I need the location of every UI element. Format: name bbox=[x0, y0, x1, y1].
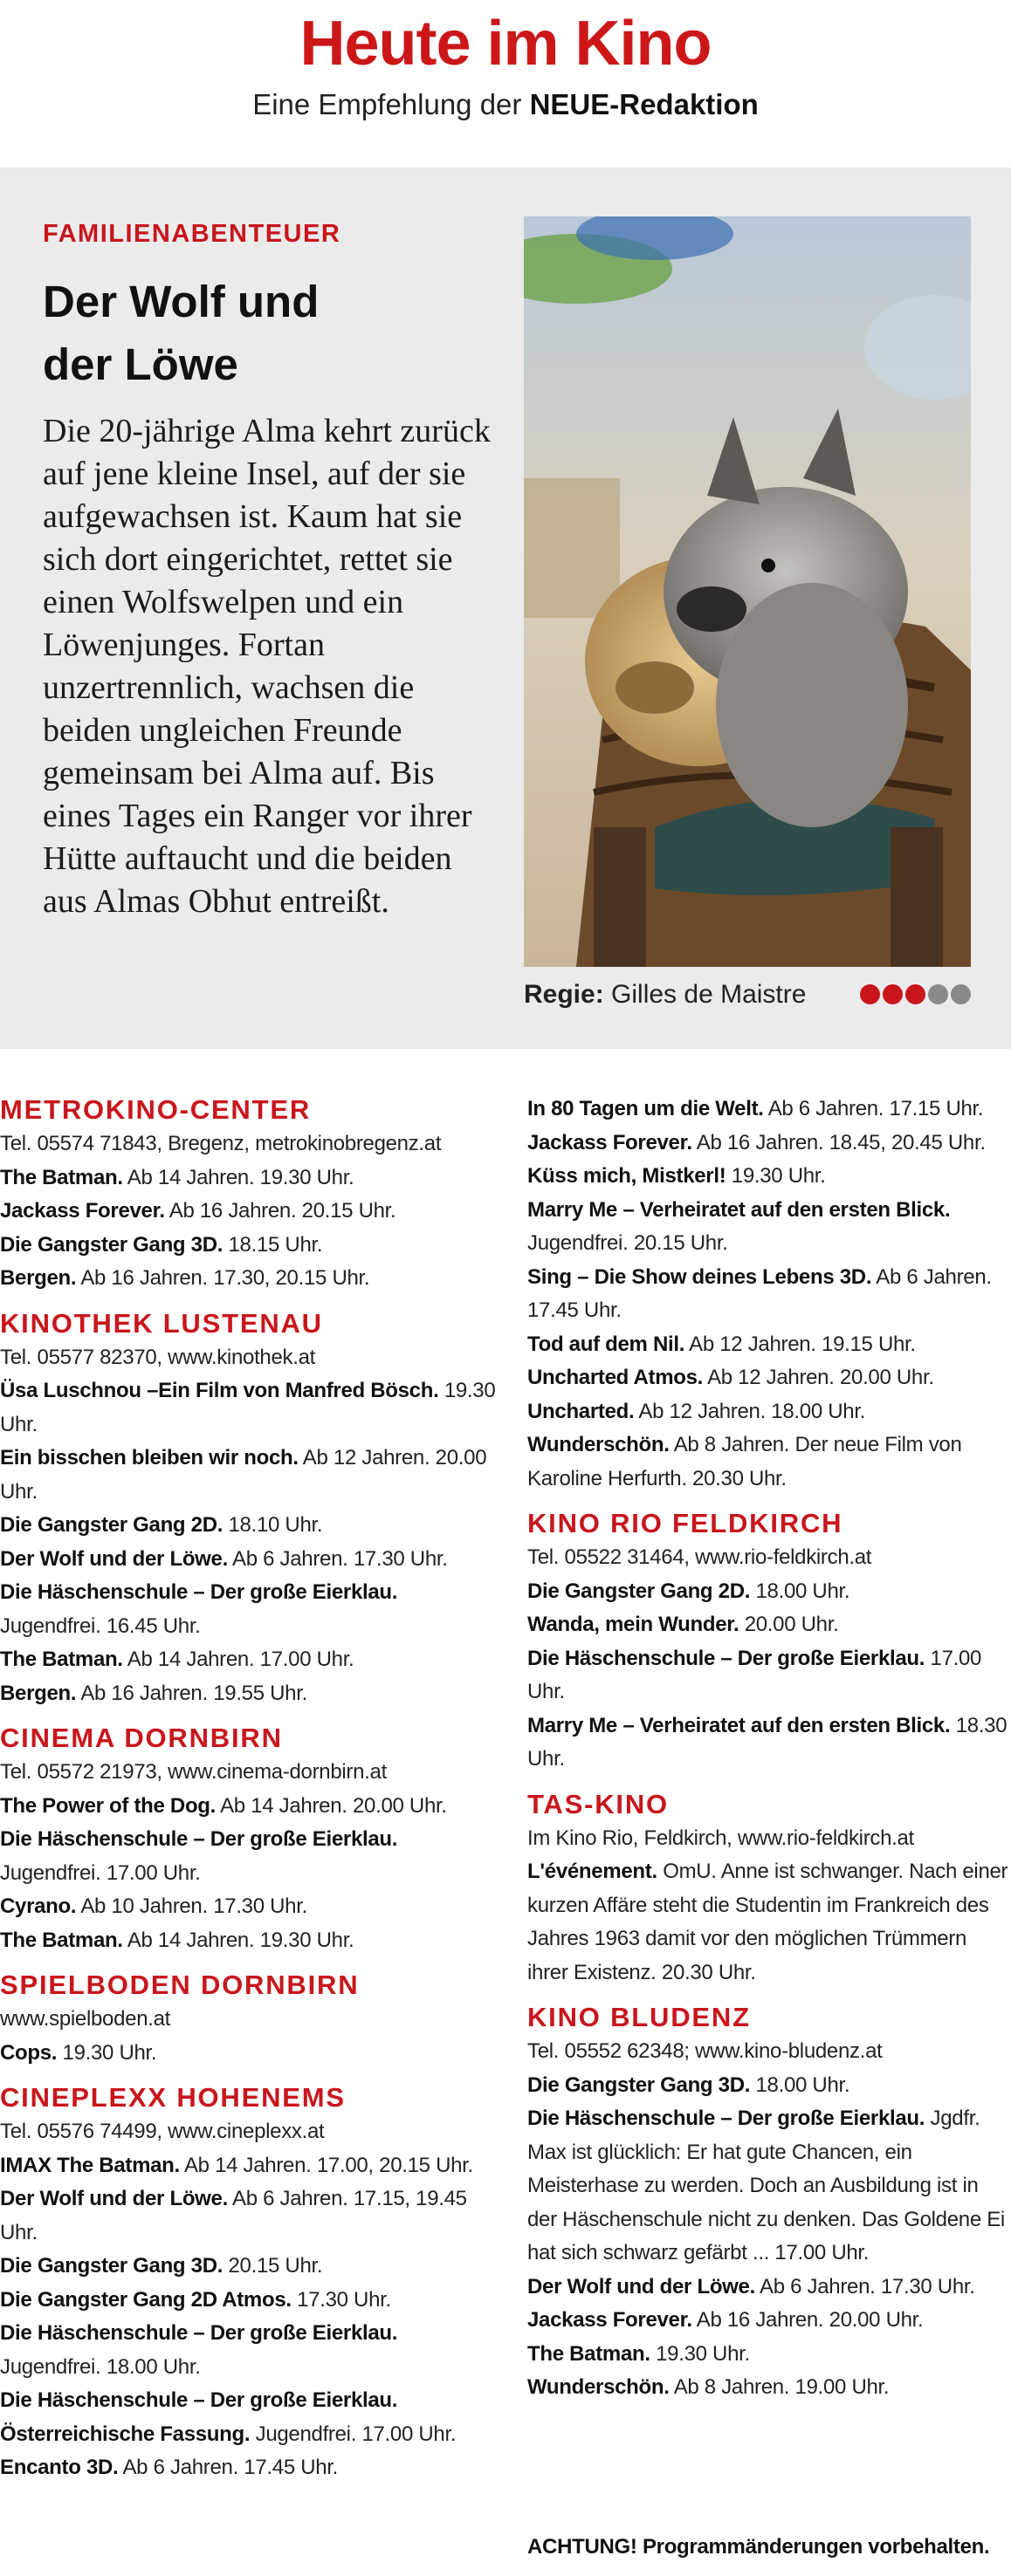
film-title: Die Häschenschule – Der große Eierklau. bbox=[0, 2321, 398, 2345]
film-title: Küss mich, Mistkerl! bbox=[527, 1164, 726, 1188]
film-details: Ab 12 Jahren. 20.00 Uhr. bbox=[707, 1366, 934, 1389]
film-details: Jugendfrei. 17.00 Uhr. bbox=[0, 1860, 201, 1885]
film-details: 20.00 Uhr. bbox=[744, 1613, 839, 1636]
film-details: 19.30 Uhr. bbox=[731, 1164, 826, 1188]
film-details: Ab 14 Jahren. 17.00 Uhr. bbox=[127, 1648, 354, 1671]
page-header bbox=[0, 0, 1011, 168]
subtitle-brand: NEUE-Redaktion bbox=[529, 88, 759, 120]
film-title: IMAX The Batman. bbox=[0, 2153, 180, 2177]
rating-dot-filled bbox=[905, 984, 925, 1004]
rating-dot-empty bbox=[928, 984, 948, 1004]
film-title: Die Gangster Gang 3D. bbox=[0, 1232, 224, 1257]
cinema-name: KINOTHEK LUSTENAU bbox=[0, 1307, 323, 1339]
film-title: Encanto 3D. bbox=[0, 2456, 119, 2479]
cinema-name: CINEPLEXX HOHENEMS bbox=[0, 2082, 346, 2113]
film-entry bbox=[527, 1855, 1011, 1990]
film-details: Ab 16 Jahren. 20.15 Uhr. bbox=[168, 1199, 396, 1223]
film-entry bbox=[0, 2250, 502, 2284]
film-details: 19.30 Uhr. bbox=[0, 1379, 496, 1436]
cinema-column-right bbox=[527, 1093, 1011, 2415]
film-entry bbox=[0, 1677, 502, 1711]
film-details: Ab 16 Jahren. 20.00 Uhr. bbox=[696, 2308, 924, 2332]
film-entry bbox=[527, 1642, 1011, 1709]
film-title: Uncharted Atmos. bbox=[527, 1366, 704, 1389]
film-details: Ab 6 Jahren. 17.15, 19.45 Uhr. bbox=[0, 2187, 467, 2244]
film-entry bbox=[527, 1127, 1011, 1161]
cinema-block bbox=[527, 2000, 1011, 2405]
film-details: Ab 6 Jahren. 17.30 Uhr. bbox=[232, 1546, 448, 1571]
cinema-name: CINEMA DORNBIRN bbox=[0, 1723, 283, 1753]
film-entry bbox=[0, 1790, 502, 1824]
film-entry bbox=[0, 2317, 502, 2384]
film-entry bbox=[527, 1709, 1011, 1777]
cinema-block bbox=[527, 1787, 1011, 1990]
film-title: Der Wolf und der Löwe. bbox=[0, 2187, 228, 2210]
wolf-lion-photo bbox=[524, 216, 971, 967]
film-entry bbox=[527, 2304, 1011, 2338]
film-title: Die Häschenschule – Der große Eierklau. bbox=[527, 2107, 925, 2130]
film-details: 19.30 Uhr. bbox=[656, 2341, 750, 2366]
film-details: Ab 6 Jahren. 17.15 Uhr. bbox=[767, 1097, 984, 1120]
film-entry bbox=[0, 1161, 502, 1196]
film-title: Marry Me – Verheiratet auf den ersten Blick. bbox=[527, 1713, 951, 1737]
film-title: Die Gangster Gang 2D. bbox=[527, 1579, 751, 1603]
film-entry bbox=[0, 1509, 502, 1543]
film-details: 18.00 Uhr. bbox=[755, 1579, 850, 1603]
film-entry bbox=[527, 2069, 1011, 2103]
film-title: Die Gangster Gang 3D. bbox=[527, 2072, 751, 2097]
film-entry bbox=[527, 2338, 1011, 2372]
rating-dot-filled bbox=[883, 984, 903, 1004]
cinema-block bbox=[527, 1093, 1011, 1496]
film-title: L'événement. bbox=[527, 1860, 657, 1883]
film-entry bbox=[527, 2271, 1011, 2305]
film-details: Jugendfrei. 18.00 Uhr. bbox=[0, 2354, 201, 2379]
footer-note: ACHTUNG! Programmänderungen vorbehalten. bbox=[527, 2535, 990, 2559]
film-details: 20.15 Uhr. bbox=[228, 2254, 323, 2278]
film-entry bbox=[527, 1261, 1011, 1328]
film-title: The Power of the Dog. bbox=[0, 1793, 217, 1818]
film-entry bbox=[0, 1576, 502, 1643]
film-entry bbox=[0, 1229, 502, 1263]
film-entry bbox=[527, 1361, 1011, 1395]
film-title: The Batman. bbox=[0, 1648, 123, 1671]
film-entry bbox=[527, 1093, 1011, 1127]
film-details: Jugendfrei. 17.00 Uhr. bbox=[255, 2422, 457, 2446]
film-title: Die Häschenschule – Der große Eierklau. bbox=[527, 1646, 925, 1670]
film-details: Ab 10 Jahren. 17.30 Uhr. bbox=[80, 1894, 307, 1918]
film-entry bbox=[0, 2182, 502, 2250]
feature-description: Die 20-jährige Alma kehrt zurück auf jene kleine Insel, auf der sie aufgewachsen ist. Kaum hat sie sich dort eingerichtet, rettet sie einen Wolfswelpen und ein Löwenjunges. Fortan unzertrennlich, wachsen die beiden ungleichen Freunde gemeinsam bei Alma auf. Bis eines Tages ein Ranger vor ihrer Hütte auftaucht und die beiden aus Almas Obhut entreißt. bbox=[43, 413, 491, 920]
film-details: Ab 12 Jahren. 18.00 Uhr. bbox=[638, 1399, 866, 1423]
film-details: 18.10 Uhr. bbox=[228, 1513, 323, 1537]
film-entry bbox=[0, 2384, 502, 2451]
film-entry bbox=[527, 1428, 1011, 1496]
film-entry bbox=[527, 1575, 1011, 1609]
film-title: Die Gangster Gang 3D. bbox=[0, 2254, 224, 2278]
director-name: Gilles de Maistre bbox=[611, 980, 807, 1009]
feature-kicker: FAMILIENABENTEUER bbox=[43, 220, 341, 248]
film-entry bbox=[0, 1374, 502, 1442]
cinema-name: TAS-KINO bbox=[527, 1788, 669, 1819]
cinema-block bbox=[527, 1506, 1011, 1777]
film-details: Ab 8 Jahren. 19.00 Uhr. bbox=[673, 2375, 890, 2399]
cinema-info: Im Kino Rio, Feldkirch, www.rio-feldkirch.at bbox=[527, 1826, 914, 1850]
film-entry bbox=[527, 2102, 1011, 2271]
film-title: Der Wolf und der Löwe. bbox=[527, 2274, 755, 2299]
cinema-info: Tel. 05572 21973, www.cinema-dornbirn.at bbox=[0, 1760, 387, 1784]
film-title: Die Häschenschule – Der große Eierklau. bbox=[0, 1580, 398, 1604]
cinema-info: Tel. 05552 62348; www.kino-bludenz.at bbox=[527, 2039, 883, 2063]
film-details: OmU. Anne ist schwanger. Nach einer kurzen Affäre steht die Studentin im Frankreich des Jahres 1963 damit vor den möglichen Trümmern ihrer Existenz. 20.30 Uhr. bbox=[527, 1860, 1008, 1984]
cinema-info: Tel. 05574 71843, Bregenz, metrokinobregenz.at bbox=[0, 1132, 442, 1155]
film-entry bbox=[0, 2284, 502, 2318]
film-title: Die Häschenschule – Der große Eierklau. Österreichische Fassung. bbox=[0, 2388, 398, 2446]
film-title: Üsa Luschnou –Ein Film von Manfred Bösch. bbox=[0, 1379, 439, 1402]
film-details: Jgdfr. Max ist glücklich: Er hat gute Chancen, ein Meisterhase zu werden. Doch an Ausbildung ist in der Häschenschule nicht zu denken. Das Goldene Ei hat sich schwarz gefärbt ... 17.00 Uhr. bbox=[527, 2107, 1005, 2264]
film-title: Sing – Die Show deines Lebens 3D. bbox=[527, 1264, 872, 1289]
film-details: Ab 16 Jahren. 19.55 Uhr. bbox=[80, 1681, 307, 1705]
film-title: Wunderschön. bbox=[527, 1433, 670, 1456]
film-title: Ein bisschen bleiben wir noch. bbox=[0, 1446, 299, 1470]
film-title: Jackass Forever. bbox=[527, 2308, 692, 2332]
film-details: 18.00 Uhr. bbox=[755, 2072, 850, 2097]
film-entry bbox=[0, 1442, 502, 1509]
film-title: The Batman. bbox=[527, 2341, 650, 2366]
film-details: 19.30 Uhr. bbox=[62, 2040, 157, 2065]
subtitle-prefix: Eine Empfehlung der bbox=[252, 88, 530, 120]
film-title: In 80 Tagen um die Welt. bbox=[527, 1097, 764, 1120]
film-entry bbox=[0, 1890, 502, 1924]
film-title: Bergen. bbox=[0, 1681, 77, 1705]
film-entry bbox=[0, 2451, 502, 2485]
film-title: Wanda, mein Wunder. bbox=[527, 1613, 739, 1636]
cinema-info: Tel. 05576 74499, www.cineplexx.at bbox=[0, 2120, 325, 2143]
film-entry bbox=[0, 1543, 502, 1577]
film-details: Jugendfrei. 20.15 Uhr. bbox=[527, 1231, 728, 1255]
film-title: Cyrano. bbox=[0, 1894, 77, 1918]
film-details: Ab 6 Jahren. 17.45 Uhr. bbox=[527, 1264, 992, 1322]
film-entry bbox=[527, 1608, 1011, 1642]
rating-dot-filled bbox=[860, 984, 880, 1004]
film-title: Jackass Forever. bbox=[0, 1199, 165, 1223]
film-entry bbox=[527, 1194, 1011, 1261]
cinema-name: KINO RIO FELDKIRCH bbox=[527, 1508, 843, 1538]
cinema-info: www.spielboden.at bbox=[0, 2007, 171, 2031]
film-details: 18.30 Uhr. bbox=[527, 1713, 1008, 1771]
film-title: Die Gangster Gang 2D. bbox=[0, 1513, 224, 1537]
cinema-info: Tel. 05522 31464, www.rio-feldkirch.at bbox=[527, 1545, 872, 1569]
cinema-name: SPIELBODEN DORNBIRN bbox=[0, 1970, 360, 2000]
film-title: Marry Me – Verheiratet auf den ersten Blick. bbox=[527, 1197, 951, 1222]
page-title: Heute im Kino bbox=[299, 9, 712, 79]
film-details: 18.15 Uhr. bbox=[228, 1232, 323, 1257]
cinema-name: METROKINO-CENTER bbox=[0, 1094, 312, 1125]
rating-dots bbox=[860, 984, 971, 1004]
film-entry bbox=[0, 1643, 502, 1677]
film-entry bbox=[527, 1160, 1011, 1194]
page-subtitle bbox=[0, 87, 1011, 122]
cinema-info: Tel. 05577 82370, www.kinothek.at bbox=[0, 1345, 316, 1369]
film-details: Ab 16 Jahren. 18.45, 20.45 Uhr. bbox=[696, 1130, 986, 1154]
film-title: Die Häschenschule – Der große Eierklau. bbox=[0, 1827, 398, 1851]
film-title: Wunderschön. bbox=[527, 2375, 670, 2399]
film-entry bbox=[0, 2037, 502, 2071]
film-entry bbox=[0, 1924, 502, 1958]
film-entry bbox=[0, 1195, 502, 1229]
film-title: The Batman. bbox=[0, 1928, 123, 1952]
director-credit bbox=[524, 977, 971, 1012]
feature-title: Der Wolf und der Löwe bbox=[43, 277, 320, 389]
film-title: The Batman. bbox=[0, 1165, 123, 1189]
cinema-block bbox=[0, 1968, 502, 2070]
cinema-block bbox=[0, 2080, 502, 2485]
film-details: Ab 14 Jahren. 17.00, 20.15 Uhr. bbox=[183, 2153, 473, 2177]
film-details: Jugendfrei. 16.45 Uhr. bbox=[0, 1613, 201, 1638]
cinema-block bbox=[0, 1721, 502, 1957]
cinema-name: KINO BLUDENZ bbox=[527, 2002, 751, 2032]
director-label: Regie: bbox=[524, 980, 604, 1009]
film-entry bbox=[0, 1262, 502, 1296]
film-details: 17.00 Uhr. bbox=[527, 1646, 982, 1703]
film-details: Ab 14 Jahren. 19.30 Uhr. bbox=[127, 1165, 354, 1189]
film-entry bbox=[0, 1823, 502, 1890]
feature-photo bbox=[524, 216, 971, 967]
film-details: Ab 16 Jahren. 17.30, 20.15 Uhr. bbox=[80, 1266, 370, 1290]
film-entry bbox=[0, 2149, 502, 2183]
film-details: Ab 6 Jahren. 17.30 Uhr. bbox=[760, 2274, 975, 2299]
film-title: Uncharted. bbox=[527, 1399, 635, 1423]
cinema-block bbox=[0, 1093, 502, 1296]
film-title: Cops. bbox=[0, 2040, 58, 2065]
film-details: Ab 12 Jahren. 19.15 Uhr. bbox=[689, 1332, 916, 1356]
film-title: Jackass Forever. bbox=[527, 1130, 692, 1154]
film-details: Ab 6 Jahren. 17.45 Uhr. bbox=[122, 2456, 339, 2479]
film-details: Ab 12 Jahren. 20.00 Uhr. bbox=[0, 1446, 487, 1504]
film-title: Bergen. bbox=[0, 1266, 77, 1290]
film-entry bbox=[527, 1395, 1011, 1429]
film-entry bbox=[527, 2371, 1011, 2405]
film-title: Tod auf dem Nil. bbox=[527, 1332, 685, 1356]
film-details: Ab 8 Jahren. Der neue Film von Karoline Herfurth. 20.30 Uhr. bbox=[527, 1433, 962, 1490]
film-details: Ab 14 Jahren. 20.00 Uhr. bbox=[220, 1793, 447, 1818]
film-details: Ab 14 Jahren. 19.30 Uhr. bbox=[127, 1928, 354, 1952]
film-title: Die Gangster Gang 2D Atmos. bbox=[0, 2287, 292, 2312]
film-entry bbox=[527, 1328, 1011, 1362]
film-title: Der Wolf und der Löwe. bbox=[0, 1546, 228, 1571]
cinema-column-left bbox=[0, 1093, 502, 2496]
rating-dot-empty bbox=[951, 984, 971, 1004]
film-details: 17.30 Uhr. bbox=[297, 2287, 391, 2312]
cinema-block bbox=[0, 1306, 502, 1711]
